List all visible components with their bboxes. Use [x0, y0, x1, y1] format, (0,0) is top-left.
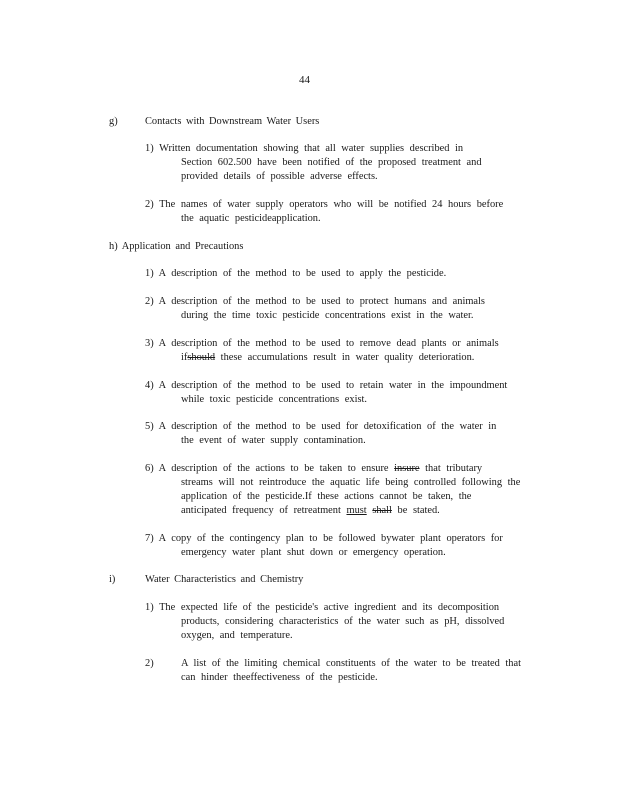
section-i-heading [109, 573, 303, 587]
underlined-text: must [346, 505, 367, 516]
section-g-item-1 [145, 142, 545, 184]
section-h-item-1 [145, 267, 545, 281]
text-span: A list of the limiting chemical constituents of the water to be treated that [181, 658, 521, 669]
section-h-item-2 [145, 295, 545, 323]
text-span: these accumulations result in water quality deterioration. [215, 352, 475, 363]
text-line: Section 602.500 have been notified of the proposed treatment and [181, 157, 482, 168]
text-line: 2) A description of the method to be used to protect humans and animals [145, 296, 485, 307]
section-g-item-2 [145, 198, 545, 226]
section-h-item-7 [145, 532, 545, 560]
text-line: provided details of possible adverse effects. [181, 171, 378, 182]
item-number: 2) [145, 658, 154, 669]
text-line: during the time toxic pesticide concentrations exist in the water. [181, 310, 474, 321]
section-h-heading [109, 240, 243, 254]
text-line [145, 462, 545, 476]
text-line: while toxic pesticide concentrations exist. [181, 394, 367, 405]
text-line: products, considering characteristics of the water such as pH, dissolved [181, 616, 505, 627]
section-g-title: Contacts with Downstream Water Users [145, 116, 320, 127]
section-g-heading [109, 115, 319, 129]
section-i-marker: i) [109, 574, 116, 585]
text-line: oxygen, and temperature. [181, 630, 293, 641]
text-line: can hinder theeffectiveness of the pesticide. [181, 672, 378, 683]
section-h-marker: h) [109, 241, 118, 252]
text-span: if [181, 352, 188, 363]
text-span: that tributary [419, 463, 483, 474]
section-i-item-1 [145, 601, 545, 643]
section-i-title: Water Characteristics and Chemistry [145, 574, 304, 585]
section-h-item-3 [145, 337, 545, 365]
section-h-item-6 [145, 462, 545, 518]
text-line: the event of water supply contamination. [181, 435, 366, 446]
struck-text: should [187, 352, 216, 363]
text-line: 1) Written documentation showing that all water supplies described in [145, 143, 464, 154]
text-line: 5) A description of the method to be used for detoxification of the water in [145, 421, 497, 432]
text-span: be stated. [391, 505, 440, 516]
section-i-item-2 [145, 657, 545, 685]
text-line [145, 504, 545, 518]
struck-text: insure [394, 463, 420, 474]
text-line: 2) The names of water supply operators who will be notified 24 hours before [145, 199, 504, 210]
text-line: the aquatic pesticideapplication. [181, 213, 321, 224]
text-line: 7) A copy of the contingency plan to be followed bywater plant operators for [145, 533, 503, 544]
section-h-item-5 [145, 420, 545, 448]
text-span: anticipated frequency of retreatment [181, 505, 347, 516]
text-line: emergency water plant shut down or emergency operation. [181, 547, 446, 558]
text-line: 3) A description of the method to be used to remove dead plants or animals [145, 338, 499, 349]
struck-text: shall [372, 505, 392, 516]
text-line: 4) A description of the method to be used to retain water in the impoundment [145, 380, 508, 391]
section-h-item-4 [145, 379, 545, 407]
section-g-marker: g) [109, 116, 118, 127]
text-line: streams will not reintroduce the aquatic life being controlled following the [181, 477, 521, 488]
text-line: 1) A description of the method to be used to apply the pesticide. [145, 268, 447, 279]
section-h-title: Application and Precautions [121, 241, 244, 252]
text-line: application of the pesticide.If these actions cannot be taken, the [181, 491, 472, 502]
text-line [145, 657, 545, 671]
page-number: 44 [299, 74, 310, 86]
text-span: 6) A description of the actions to be taken to ensure [145, 463, 395, 474]
text-line: 1) The expected life of the pesticide's active ingredient and its decomposition [145, 602, 500, 613]
text-line [145, 351, 545, 365]
